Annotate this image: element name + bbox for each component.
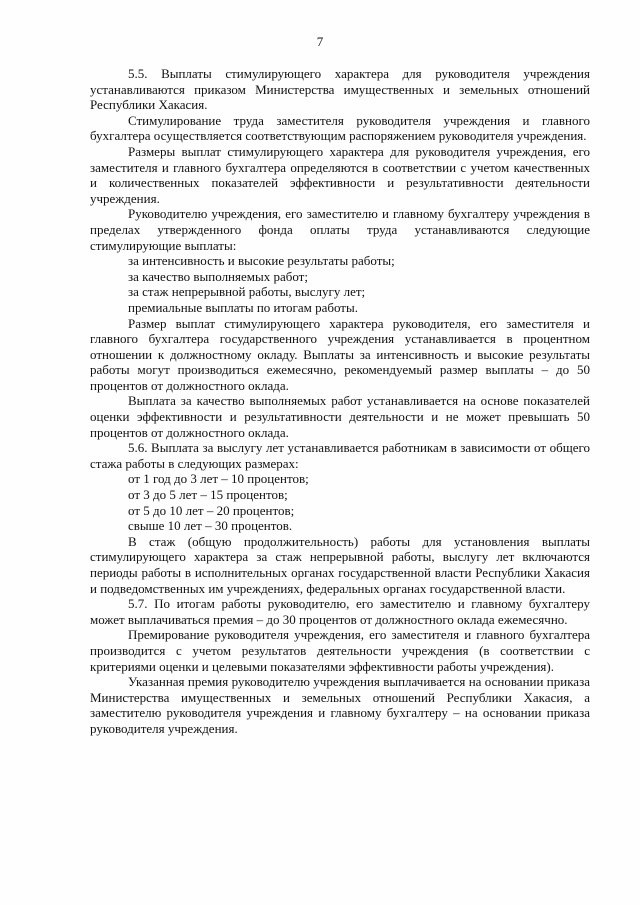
paragraph: В стаж (общую продолжительность) работы для установления выплаты стимулирующего характера за стаж непрерывной работы, выслугу лет включаются периоды работы в исполнительных органах государственной власти Республики Хакасия и подведомственных им учреждениях, федеральных органах государственной власти.: [90, 533, 590, 596]
paragraph: Размеры выплат стимулирующего характера для руководителя учреждения, его заместителя и главного бухгалтера определяются в соответствии с учетом качественных и количественных показателей эффективности и результативности деятельности учреждения.: [90, 143, 590, 206]
list-item: свыше 10 лет – 30 процентов.: [128, 518, 293, 534]
list-item: за интенсивность и высокие результаты работы;: [128, 253, 395, 269]
list-item: премиальные выплаты по итогам работы.: [128, 299, 358, 315]
paragraph: Указанная премия руководителю учреждения выплачивается на основании приказа Министерства имущественных и земельных отношений Республики Хакасия, а заместителю руководителя учреждения и главному бухгалтеру – на основании приказа руководителя учреждения.: [90, 674, 590, 736]
list-item: за качество выполняемых работ;: [128, 268, 308, 284]
list-item: за стаж непрерывной работы, выслугу лет;: [128, 284, 366, 300]
paragraph: Выплата за качество выполняемых работ устанавливается на основе показателей оценки эффективности и результативности деятельности и не может превышать 50 процентов от должностного оклада.: [90, 393, 590, 440]
paragraph: 5.7. По итогам работы руководителю, его заместителю и главному бухгалтеру может выплачиваться премия – до 30 процентов от должностного оклада ежемесячно.: [90, 596, 590, 627]
paragraph: 5.5. Выплаты стимулирующего характера для руководителя учреждения устанавливаются приказом Министерства имущественных и земельных отношений Республики Хакасия.: [90, 66, 590, 113]
paragraph: Руководителю учреждения, его заместителю и главному бухгалтеру учреждения в пределах утвержденного фонда оплаты труда устанавливаются следующие стимулирующие выплаты:: [90, 206, 590, 253]
document-body: [90, 66, 590, 737]
page-number: 7: [316, 34, 324, 49]
list-item: от 3 до 5 лет – 15 процентов;: [128, 487, 288, 503]
list-item: от 1 год до 3 лет – 10 процентов;: [128, 471, 309, 487]
paragraph: Премирование руководителя учреждения, его заместителя и главного бухгалтера производится с учетом результатов деятельности учреждения (в соответствии с критериями оценки и целевыми показателями эффективности работы учреждения).: [90, 627, 590, 674]
paragraph: Стимулирование труда заместителя руководителя учреждения и главного бухгалтера осуществляется соответствующим распоряжением руководителя учреждения.: [90, 112, 590, 144]
paragraph: 5.6. Выплата за выслугу лет устанавливается работникам в зависимости от общего стажа работы в следующих размерах:: [90, 440, 590, 471]
list-item: от 5 до 10 лет – 20 процентов;: [128, 502, 295, 518]
paragraph: Размер выплат стимулирующего характера руководителя, его заместителя и главного бухгалтера государственного учреждения устанавливается в процентном отношении к должностному окладу. Выплаты за интенсивность и высокие результаты работы могут производиться ежемесячно, рекомендуемый размер выплаты – до 50 процентов от должностного оклада.: [90, 315, 590, 393]
